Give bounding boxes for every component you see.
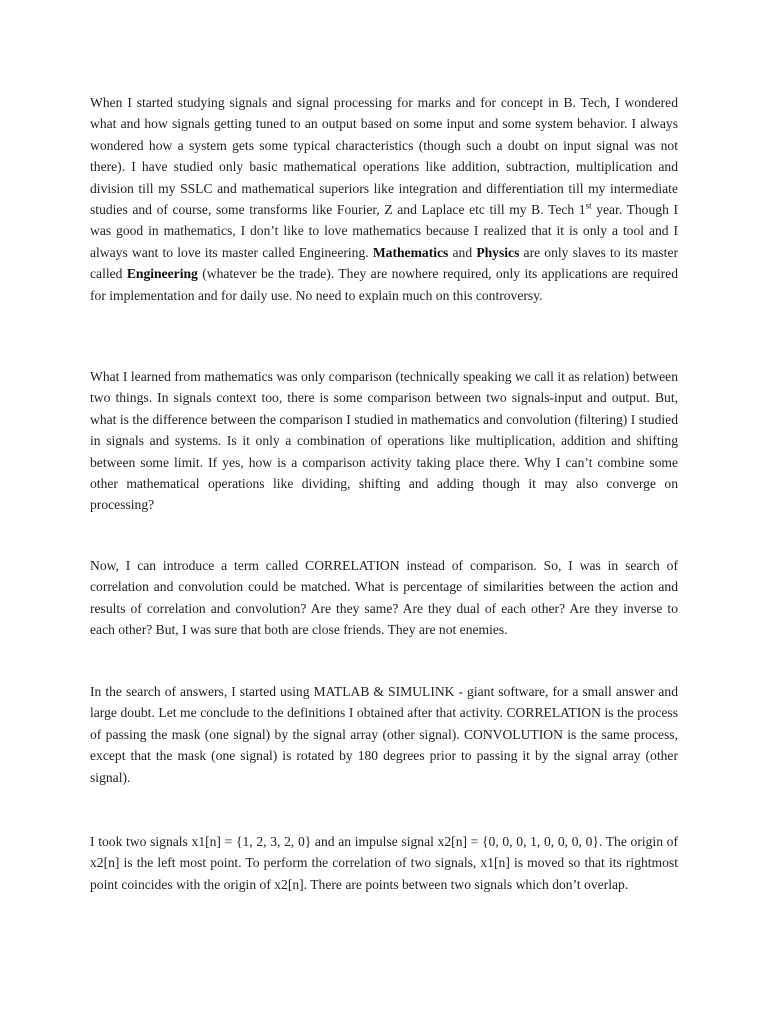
paragraph-intro-text-a: When I started studying signals and signal processing for marks and for concept in B. Tech, I wondered what and how signals getting tuned to an output based on some input and some system behavior. I always wondered how a system gets some typical characteristics (though such a doubt on input signal was not there). I have studied only basic mathematical operations like addition, subtraction, multiplication and division till my SSLC and mathematical superiors like integration and differentiation till my intermediate studies and of course, some transforms like Fourier, Z and Laplace etc till my B. Tech 1 bbox=[90, 95, 678, 218]
paragraph-intro-text-d: are only slaves to its master called bbox=[90, 244, 678, 282]
bold-term-engineering: Engineering bbox=[126, 266, 198, 282]
paragraph-intro-text-b: year. Though I was good in mathematics, I don’t like to love mathematics because I realized that it is only a tool and I always want to love its master called Engineering. bbox=[90, 202, 678, 260]
paragraph-intro-text-c: and bbox=[448, 244, 477, 260]
bold-term-mathematics: Mathematics bbox=[372, 244, 449, 260]
bold-term-physics: Physics bbox=[476, 244, 520, 260]
paragraph-correlation-intro: Now, I can introduce a term called CORRELATION instead of comparison. So, I was in search of correlation and convolution could be matched. What is percentage of similarities between the action and results of correlation and convolution? Are they same? Are they dual of each other? Are they inverse to each other? But, I was sure that both are close friends. They are not enemies. bbox=[90, 558, 678, 638]
paragraph-example-signals: I took two signals x1[n] = {1, 2, 3, 2, 0} and an impulse signal x2[n] = {0, 0, 0, 1, 0, 0, 0, 0}. The origin of x2[n] is the left most point. To perform the correlation of two signals, x1[n] is moved so that its rightmost point coincides with the origin of x2[n]. There are points between two signals which don’t overlap. bbox=[90, 834, 678, 892]
paragraph-intro-text-e: (whatever be the trade). They are nowhere required, only its applications are required for implementation and for daily use. No need to explain much on this controversy. bbox=[90, 266, 678, 303]
ordinal-superscript: st bbox=[585, 200, 592, 211]
paragraph-intro bbox=[90, 92, 678, 306]
paragraph-comparison: What I learned from mathematics was only comparison (technically speaking we call it as relation) between two things. In signals context too, there is some comparison between two signals-input and output. But, what is the difference between the comparison I studied in mathematics and convolution (filtering) I studied in signals and systems. Is it only a combination of operations like multiplication, addition and shifting between some limit. If yes, how is a comparison activity taking place there. Why I can’t combine some other mathematical operations like dividing, shifting and adding though it may also converge on processing? bbox=[90, 369, 678, 513]
paragraph-definitions: In the search of answers, I started using MATLAB & SIMULINK - giant software, for a small answer and large doubt. Let me conclude to the definitions I obtained after that activity. CORRELATION is the process of passing the mask (one signal) by the signal array (other signal). CONVOLUTION is the same process, except that the mask (one signal) is rotated by 180 degrees prior to passing it by the signal array (other signal). bbox=[90, 684, 678, 785]
